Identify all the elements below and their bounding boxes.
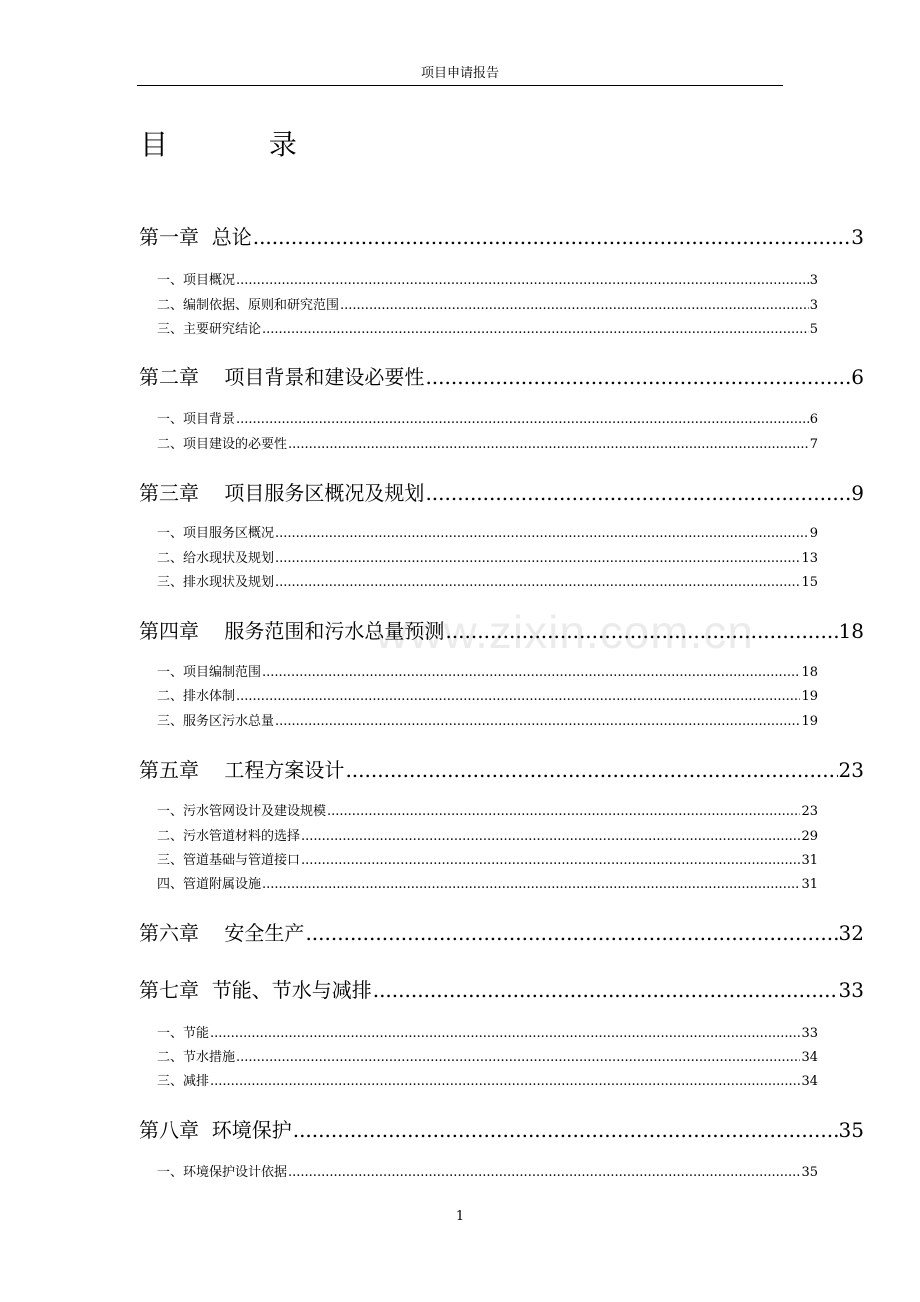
toc-dot-leader — [210, 1073, 800, 1091]
toc-entry-page: 31 — [801, 853, 818, 868]
toc-chapter-entry[interactable] — [139, 479, 864, 507]
toc-dot-leader — [236, 272, 809, 290]
toc-entry-label: 四、管道附属设施 — [157, 877, 262, 892]
toc-section-entry[interactable] — [157, 1025, 818, 1043]
toc-entry-label: 第四章 服务范围和污水总量预测 — [139, 619, 445, 643]
toc-chapter-entry[interactable] — [139, 223, 864, 251]
toc-dot-leader — [236, 688, 800, 706]
watermark: www.zixin.com.cn — [375, 606, 754, 658]
toc-section-entry[interactable] — [157, 1073, 818, 1091]
toc-dot-leader — [262, 876, 800, 894]
toc-entry-page: 34 — [801, 1050, 818, 1065]
toc-entry-page: 3 — [851, 225, 864, 249]
toc-entry-page: 33 — [801, 1026, 818, 1041]
toc-entry-page: 5 — [809, 322, 818, 337]
toc-entry-page: 31 — [801, 877, 818, 892]
toc-chapter-entry[interactable] — [139, 363, 864, 391]
toc-entry-page: 9 — [809, 526, 818, 541]
toc-entry-page: 3 — [809, 298, 818, 313]
toc-entry-label: 一、环境保护设计依据 — [157, 1165, 288, 1180]
toc-entry-label: 一、节能 — [157, 1026, 210, 1041]
toc-section-entry[interactable] — [157, 297, 818, 315]
toc-entry-label: 一、项目背景 — [157, 412, 236, 427]
toc-entry-page: 19 — [801, 714, 818, 729]
toc-entry-label: 第二章 项目背景和建设必要性 — [139, 365, 425, 389]
toc-section-entry[interactable] — [157, 550, 818, 568]
toc-entry-page: 13 — [801, 551, 818, 566]
toc-dot-leader — [275, 574, 800, 592]
toc-title: 目 录 — [140, 128, 343, 161]
toc-entry-page: 35 — [838, 1118, 864, 1142]
toc-entry-label: 第五章 工程方案设计 — [139, 758, 345, 782]
toc-chapter-entry[interactable] — [139, 919, 864, 947]
toc-entry-label: 三、服务区污水总量 — [157, 714, 275, 729]
toc-entry-page: 23 — [801, 804, 818, 819]
toc-section-entry[interactable] — [157, 688, 818, 706]
toc-entry-page: 34 — [801, 1074, 818, 1089]
toc-entry-label: 二、排水体制 — [157, 689, 236, 704]
toc-section-entry[interactable] — [157, 436, 818, 454]
toc-entry-page: 3 — [809, 273, 818, 288]
running-header: 项目申请报告 — [420, 66, 499, 81]
toc-entry-label: 二、给水现状及规划 — [157, 551, 275, 566]
toc-entry-label: 第六章 安全生产 — [139, 921, 305, 945]
toc-dot-leader — [345, 756, 837, 784]
toc-dot-leader — [236, 1049, 800, 1067]
toc-dot-leader — [275, 525, 809, 543]
toc-dot-leader — [288, 436, 809, 454]
toc-entry-page: 18 — [801, 665, 818, 680]
toc-entry-label: 二、节水措施 — [157, 1050, 236, 1065]
toc-dot-leader — [425, 363, 850, 391]
toc-section-entry[interactable] — [157, 525, 818, 543]
toc-entry-page: 19 — [801, 689, 818, 704]
toc-section-entry[interactable] — [157, 272, 818, 290]
toc-dot-leader — [288, 1164, 800, 1182]
toc-entry-label: 三、主要研究结论 — [157, 322, 262, 337]
toc-entry-label: 一、项目服务区概况 — [157, 526, 275, 541]
toc-entry-label: 第七章 节能、节水与减排 — [139, 978, 372, 1002]
toc-section-entry[interactable] — [157, 411, 818, 429]
toc-chapter-entry[interactable] — [139, 756, 864, 784]
toc-dot-leader — [236, 411, 809, 429]
toc-entry-page: 33 — [838, 978, 864, 1002]
toc-dot-leader — [262, 664, 800, 682]
toc-dot-leader — [301, 828, 800, 846]
toc-entry-page: 29 — [801, 829, 818, 844]
toc-section-entry[interactable] — [157, 852, 818, 870]
toc-entry-label: 第八章 环境保护 — [139, 1118, 292, 1142]
toc-dot-leader — [327, 803, 800, 821]
toc-dot-leader — [253, 223, 851, 251]
toc-section-entry[interactable] — [157, 713, 818, 731]
toc-entry-label: 二、项目建设的必要性 — [157, 437, 288, 452]
toc-entry-page: 15 — [801, 575, 818, 590]
toc-dot-leader — [293, 1116, 838, 1144]
page-number: 1 — [455, 1209, 465, 1224]
toc-entry-label: 二、编制依据、原则和研究范围 — [157, 298, 340, 313]
toc-entry-label: 三、排水现状及规划 — [157, 575, 275, 590]
toc-dot-leader — [340, 297, 809, 315]
toc-entry-page: 9 — [851, 481, 864, 505]
toc-dot-leader — [275, 713, 800, 731]
toc-entry-label: 三、管道基础与管道接口 — [157, 853, 301, 868]
toc-section-entry[interactable] — [157, 321, 818, 339]
toc-dot-leader — [210, 1025, 800, 1043]
toc-section-entry[interactable] — [157, 876, 818, 894]
toc-section-entry[interactable] — [157, 1049, 818, 1067]
toc-entry-page: 6 — [851, 365, 864, 389]
toc-dot-leader — [373, 976, 838, 1004]
toc-entry-page: 35 — [801, 1165, 818, 1180]
toc-chapter-entry[interactable] — [139, 976, 864, 1004]
toc-section-entry[interactable] — [157, 803, 818, 821]
toc-section-entry[interactable] — [157, 1164, 818, 1182]
toc-dot-leader — [301, 852, 800, 870]
toc-section-entry[interactable] — [157, 828, 818, 846]
toc-entry-page: 23 — [838, 758, 864, 782]
toc-entry-page: 32 — [838, 921, 864, 945]
toc-section-entry[interactable] — [157, 574, 818, 592]
toc-entry-label: 第三章 项目服务区概况及规划 — [139, 481, 425, 505]
toc-entry-page: 18 — [838, 619, 864, 643]
toc-entry-label: 一、项目概况 — [157, 273, 236, 288]
toc-entry-label: 一、污水管网设计及建设规模 — [157, 804, 327, 819]
toc-dot-leader — [275, 550, 800, 568]
toc-entry-label: 一、项目编制范围 — [157, 665, 262, 680]
toc-dot-leader — [262, 321, 809, 339]
toc-entry-page: 6 — [809, 412, 818, 427]
toc-entry-label: 二、污水管道材料的选择 — [157, 829, 301, 844]
toc-dot-leader — [425, 479, 850, 507]
toc-dot-leader — [305, 919, 837, 947]
toc-entry-page: 7 — [809, 437, 818, 452]
toc-entry-label: 第一章 总论 — [139, 225, 252, 249]
toc-chapter-entry[interactable] — [139, 1116, 864, 1144]
toc-section-entry[interactable] — [157, 664, 818, 682]
toc-entry-label: 三、减排 — [157, 1074, 210, 1089]
